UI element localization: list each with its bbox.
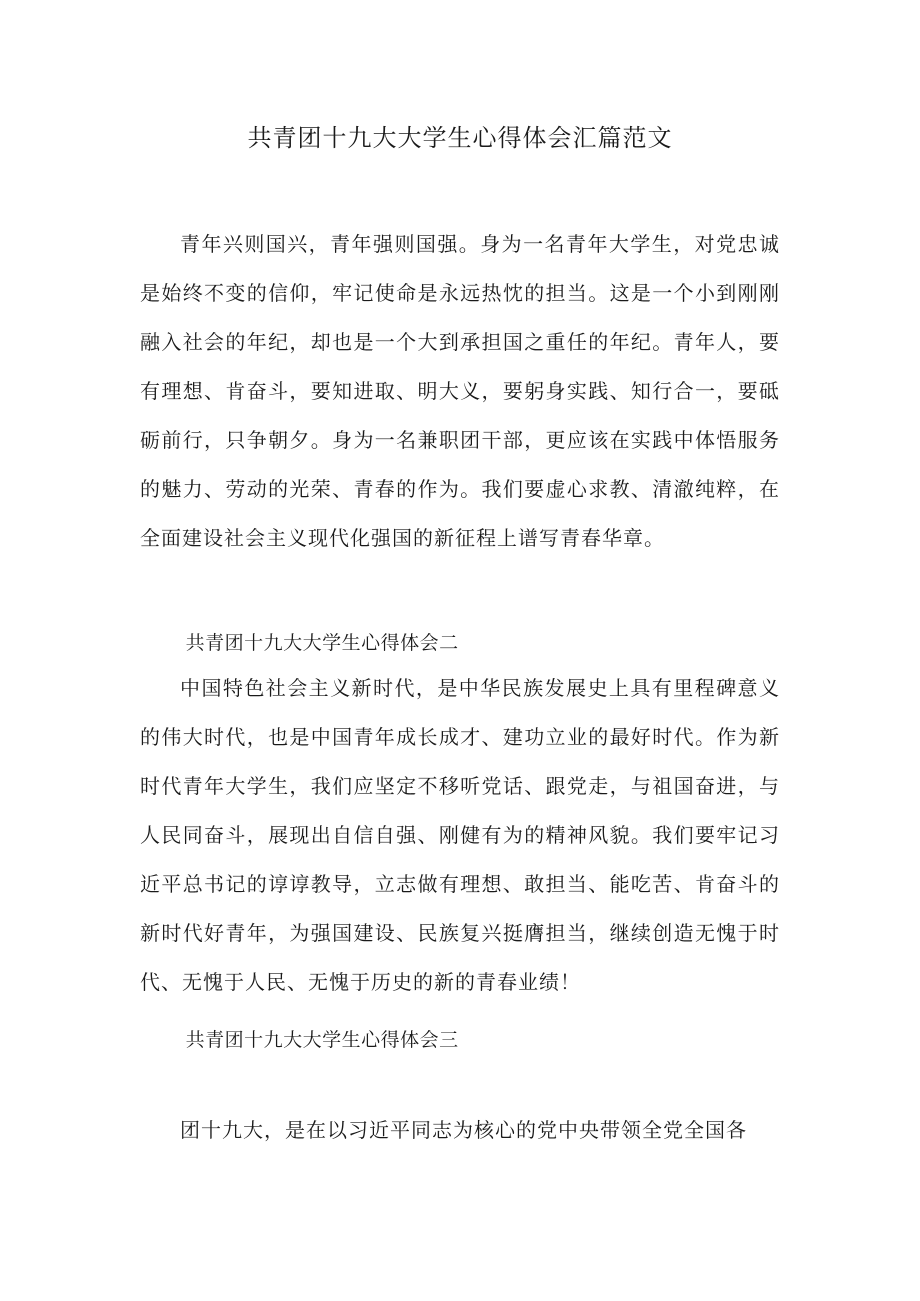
- section-heading-3: 共青团十九大大学生心得体会三: [185, 1029, 459, 1051]
- paragraph-2: 中国特色社会主义新时代，是中华民族发展史上具有里程碑意义的伟大时代，也是中国青年成长成才、建功立业的最好时代。作为新时代青年大学生，我们应坚定不移听党话、跟党走，与祖国奋进，与人民同奋斗，展现出自信自强、刚健有为的精神风貌。我们要牢记习近平总书记的谆谆教导，立志做有理想、敢担当、能吃苦、肯奋斗的新时代好青年，为强国建设、民族复兴挺膺担当，继续创造无愧于时代、无愧于人民、无愧于历史的新的青春业绩！: [140, 676, 780, 994]
- section-heading-2: 共青团十九大大学生心得体会二: [185, 632, 459, 654]
- paragraph-3: 团十九大，是在以习近平同志为核心的党中央带领全党全国各: [180, 1118, 747, 1142]
- document-title: 共青团十九大大学生心得体会汇篇范文: [247, 124, 673, 152]
- paragraph-1: 青年兴则国兴，青年强则国强。身为一名青年大学生，对党忠诚是始终不变的信仰，牢记使命是永远热忱的担当。这是一个小到刚刚融入社会的年纪，却也是一个大到承担国之重任的年纪。青年人，要有理想、肯奋斗，要知进取、明大义，要躬身实践、知行合一，要砥砺前行，只争朝夕。身为一名兼职团干部，更应该在实践中体悟服务的魅力、劳动的光荣、青春的作为。我们要虚心求教、清澈纯粹，在全面建设社会主义现代化强国的新征程上谱写青春华章。: [140, 232, 780, 550]
